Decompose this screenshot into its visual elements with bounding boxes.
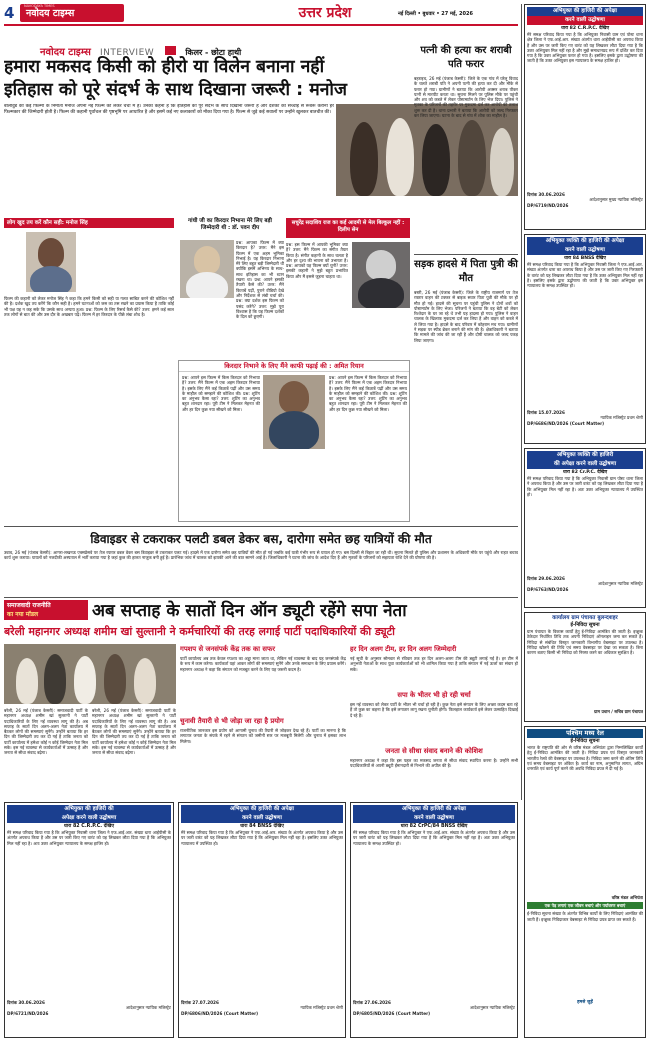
notice-bottom-3-code: DP/6805/ND/2026 (Court Matter) [353,1010,431,1016]
interview-tag: INTERVIEW [99,48,155,58]
col2-heading: गांधी जी का किरदार निभाना मेरे लिए बड़ी जिम्मेदारी थी : डॉ. पवन दीप [188,218,272,231]
notice-bottom-2-date: दिनांक 27.07.2026 [181,1000,219,1005]
notice-bottom-2-sign: न्यायिक मजिस्ट्रेट प्रथम श्रेणी [300,1005,343,1011]
sp-body-right: बरेली, 26 मई (पंजाब केसरी): समाजवादी पार्टी के महानगर अध्यक्ष शमीम खां सुल्तानी ने पार्टी पदाधिकारियों के लिए नई व्यवस्था लागू की है। अब सप्ताह के सातों दिन अलग-अलग नेता कार्यालय में बैठकर लोगों की समस्याएं सुनेंगे। उन्होंने बताया कि हर दिन की जिम्मेदारी तय कर दी गई है ताकि जनता को पार्टी कार्यालय में हमेशा कोई न कोई जिम्मेदार नेता मिल सके। इस नई व्यवस्था से कार्यकर्ताओं में उत्साह है और जनता से सीधा संवाद बढ़ेगा। [92,708,176,756]
sp-sub2-body: राजनीतिक जानकार इस प्रयोग को आगामी चुनाव की तैयारी से जोड़कर देख रहे हैं। पार्टी का मानना है कि लगातार जनता के संपर्क में रहने से संगठन को जमीनी स्तर पर मजबूती मिलेगी और चुनाव में इसका लाभ मिलेगा। [180,728,346,744]
railway-strip: एक पेड़ लगाएं एक जीवन बचाएं और पर्यावरण बचाएं [527,902,643,909]
col1-body: फिल्म की कहानी को लेकर मनोज सिंह ने कहा कि हमने किसी को सही या गलत साबित करने की कोशिश नहीं की है। दर्शक खुद तय करेंगे कि कौन सही है। हमने घटनाओं को जस का तस रखने का प्रयास किया है ताकि कोई भी पक्ष यह न कह सके कि उसके साथ अन्याय हुआ। प्रश्न: फिल्म के लिए रिसर्च कैसे की? उत्तर: हमने कई साल तक लोगों से बात की और उस दौर के अखबार पढ़े। फिल्म में हर किरदार के पीछे लंबा शोध है। [4,296,174,317]
clapper-icon [165,46,176,55]
notice-bottom-1-sign: आदेशानुसार न्यायिक मजिस्ट्रेट [125,1005,171,1011]
col1-heading: लोग खुद तय करें कौन सही: मनोज सिंह [4,218,174,228]
notice-right-2 [524,234,646,444]
notice-bottom-2-head2: करने वाली उद्घोषणा [181,814,343,823]
notice-right-1-sign: आदेशानुसार मुख्य न्यायिक मजिस्ट्रेट [589,197,643,203]
sp-sub5-head: जनता से सीधा संवाद बनाने की कोशिश [385,747,483,755]
road-body: बस्ती, 26 मई (पंजाब केसरी): जिले के राष्ट्रीय राजमार्ग पर तेज रफ्तार वाहन की टक्कर से बाइक सवार पिता पुत्री की मौके पर ही मौत हो गई। हादसे की सूचना पर पहुंची पुलिस ने दोनों शवों को पोस्टमार्टम के लिए भेजा। परिजनों ने बताया कि वह बेटी को लेकर रिश्तेदार के घर जा रहे थे तभी यह हादसा हो गया। पुलिस ने वाहन चालक के खिलाफ मुकदमा दर्ज कर लिया है और वाहन को कब्जे में ले लिया गया है। हादसे के बाद परिवार में कोहराम मच गया। ग्रामीणों ने सड़क पर स्पीड ब्रेकर बनाने की मांग की है। क्षेत्राधिकारी ने बताया कि मामले की जांच की जा रही है और दोषी चालक को जल्द पकड़ लिया जाएगा। [414,290,518,343]
railway-body2: ई-निविदा सूचना संख्या के अंतर्गत विभिन्न कार्यों के लिए निविदाएं आमंत्रित की जाती हैं। इच्छुक निविदाकार वेबसाइट से निविदा प्रपत्र प्राप्त कर सकते हैं। [527,911,643,922]
notice-right-3-sign: आदेशानुसार न्यायिक मजिस्ट्रेट [597,581,643,587]
notice-right-3-body: मेरे समक्ष परिवाद किया गया है कि अभियुक्त निवासी ग्राम पोस्ट थाना जिला ने अपराध किया है और उस पर जारी वारंट को यह लिखकर लौटा दिया गया है कि अभियुक्त मिल नहीं रहा है। अतः उक्त अभियुक्त न्यायालय में उपस्थित हो। [527,476,643,497]
railway-footer: हमसे जुड़ें [577,1000,593,1006]
notice-bottom-2 [178,802,346,1038]
notice-bottom-3 [350,802,518,1038]
sp-kicker [4,600,88,620]
notice-bottom-3-date: दिनांक 27.06.2026 [353,1000,391,1005]
notice-right-3-head2: की अपेक्षा करने वाली उद्घोषणा [527,460,643,469]
notice-right-1-section: धारा 82 C.R.P.C. देखिए [560,26,610,31]
col2-body: प्रश्न: आपका फिल्म में क्या किरदार है? उत्तर: मैंने इस फिल्म में एक अहम भूमिका निभाई है। यह किरदार निभाना मेरे लिए बहुत बड़ी जिम्मेदारी थी क्योंकि इसमें अभिनय के साथ-साथ इतिहास का भी ध्यान रखना था। प्रश्न: आपने इसकी तैयारी कैसे की? उत्तर: मैंने किताबें पढ़ीं, पुराने वीडियो देखे और निर्देशक से लंबी चर्चा की। प्रश्न: क्या दर्शक इस फिल्म को पसंद करेंगे? उत्तर: मुझे पूरा विश्वास है कि यह फिल्म दर्शकों के दिल को छुएगी। [236,240,284,320]
notice-bottom-3-head1: अभियुक्त की हाजिरी की अपेक्षा [353,805,515,814]
notice-right-2-section: धारा 84 BNSS देखिए [564,256,606,261]
panchayat-notice [524,612,646,722]
interview-headline-1: हमारा मकसद किसी को हीरो या विलेन बनाना नहीं [4,57,325,77]
interview-headline-2: इतिहास को पूरे संदर्भ के साथ दिखाना जरूरी : मनोज [4,80,347,100]
notice-right-2-date: दिनांक 15.07.2026 [527,410,565,415]
panchayat-head1: कार्यालय ग्राम पंचायत बुलन्दशहर [552,615,618,621]
interview-intro: बॉलीवुड की कई फिल्मों के निर्माता मनोज अपनी नई फिल्म को लेकर चर्चा में हैं। उनका कहना है कि इतिहास को पूरे संदर्भ के साथ दिखाना जरूरी है और दर्शकों को सच्चाई से रूबरू कराना हर फिल्मकार की जिम्मेदारी होती है। फिल्म की कहानी पूर्वांचल की पृष्ठभूमि पर आधारित है और इसमें कई नए कलाकारों को मौका दिया गया है। फिल्म से जुड़े कई सवालों पर उन्होंने खुलकर बातचीत की। [4,104,334,115]
notice-right-2-code: DP/6686/ND/2026 (Court Matter) [527,420,605,426]
sp-sub5-body: महानगर अध्यक्ष ने कहा कि इस पहल का मकसद जनता से सीधा संवाद स्थापित करना है। उन्होंने सभी पदाधिकारियों से अपनी ड्यूटी ईमानदारी से निभाने की अपील की है। [350,758,518,769]
sp-sub1-body: पार्टी कार्यालय अब तक केवल गपशप का अड्डा माना जाता था, लेकिन नई व्यवस्था के बाद यह जनसंपर्क केंद्र के रूप में काम करेगा। कार्यकर्ता यहां आकर लोगों की समस्याएं सुनेंगे और उनके समाधान के लिए प्रयास करेंगे। महानगर अध्यक्ष ने कहा कि संगठन को मजबूत करने के लिए यह जरूरी कदम है। [180,656,346,672]
notice-bottom-2-body: मेरे समक्ष परिवाद किया गया है कि अभियुक्त ने एफ.आई.आर. संख्या के अंतर्गत अपराध किया है और उस पर जारी वारंट को यह लिखकर लौटा दिया गया है कि अभियुक्त मिल नहीं रहा है। इसलिए उक्त अभियुक्त न्यायालय में उपस्थित हो। [181,830,343,846]
notice-right-2-head2: करने वाली उद्घोषणा [527,246,643,255]
wife-body: बहराइच, 26 मई (पंजाब केसरी): जिले के एक गांव में घरेलू विवाद के चलते शराबी पति ने अपनी पत्नी की हत्या कर दी और मौके से फरार हो गया। ग्रामीणों ने बताया कि आरोपी अक्सर शराब पीकर पत्नी से मारपीट करता था। सूचना मिलने पर पुलिस मौके पर पहुंची और शव को कब्जे में लेकर पोस्टमार्टम के लिए भेज दिया। पुलिस ने मृतका के परिजनों की तहरीर पर मुकदमा दर्ज कर आरोपी की तलाश शुरू कर दी है। थाना प्रभारी ने बताया कि आरोपी को जल्द गिरफ्तार कर लिया जाएगा। घटना के बाद से गांव में शोक का माहौल है। [414,76,518,119]
sp-sub4-head: सपा के भीतर भी हो रही चर्चा [397,691,471,699]
notice-right-2-body: मेरे समक्ष परिवाद किया गया है कि अभियुक्त निवासी जिला ने एफ.आई.आर. संख्या अंतर्गत धारा का अपराध किया है और उस पर जारी किए गए गिरफ्तारी के वारंट को यह लिखकर लौटा दिया गया है कि उक्त अभियुक्त मिल नहीं रहा है। इसलिए इसके द्वारा उद्घोषणा की जाती है कि उक्त अभियुक्त इस न्यायालय के समक्ष उपस्थित हो। [527,262,643,289]
amit-body-right: प्रश्न: आपने इस फिल्म में किस किरदार को निभाया है? उत्तर: मैंने फिल्म में एक अहम किरदार निभाया है। इसके लिए मैंने कई किताबें पढ़ीं और उस समय के माहौल को समझने की कोशिश की। प्रश्न: शूटिंग का अनुभव कैसा रहा? उत्तर: शूटिंग का अनुभव बहुत शानदार रहा। पूरी टीम ने मिलकर मेहनत की और हर दिन कुछ नया सीखने को मिला। [329,375,407,412]
sp-headline: अब सप्ताह के सातों दिन ऑन ड्यूटी रहेंगे सपा नेता [92,601,407,621]
notice-bottom-1 [4,802,174,1038]
manoj-photo [26,232,76,292]
wife-headline: पत्नी की हत्या कर शराबी पति फरार [420,45,512,70]
notice-right-1-date: दिनांक 30.06.2026 [527,192,565,197]
notice-bottom-1-date: दिनांक 30.06.2026 [7,1000,45,1005]
amit-photo [263,375,325,449]
sp-sub3-body: नई सूची के अनुसार सोमवार से रविवार तक हर दिन अलग-अलग टीम की ड्यूटी लगाई गई है। हर टीम में अनुभवी नेताओं के साथ युवा कार्यकर्ताओं को भी शामिल किया गया है ताकि संगठन में नई ऊर्जा का संचार हो सके। [350,656,518,672]
film-label: किलर - छोटा हाथी [185,48,242,57]
notice-bottom-3-head2: करने वाली उद्घोषणा [353,814,515,823]
railway-head2: ई-निविदा सूचना [570,738,600,744]
interview-brand: नवोदय टाइम्स [40,47,91,58]
amit-body-left: प्रश्न: आपने इस फिल्म में किस किरदार को निभाया है? उत्तर: मैंने फिल्म में एक अहम किरदार निभाया है। इसके लिए मैंने कई किताबें पढ़ीं और उस समय के माहौल को समझने की कोशिश की। प्रश्न: शूटिंग का अनुभव कैसा रहा? उत्तर: शूटिंग का अनुभव बहुत शानदार रहा। पूरी टीम ने मिलकर मेहनत की और हर दिन कुछ नया सीखने को मिला। [182,375,260,412]
dilip-photo [352,242,410,308]
section-title: उत्तर प्रदेश [298,5,352,21]
col3-heading: सचुरेंद्र सदाशिव राज का कई आदमी से मेल बिल्कुल नहीं : दिलीप सेन [286,218,410,238]
notice-right-3 [524,448,646,608]
sp-kicker-1: समाजवादी राजनीति [7,602,51,609]
paper-name-band [20,4,124,22]
road-headline: सड़क हादसे में पिता पुत्री की मौत [414,259,518,284]
notice-right-1-head2: करने वाली उद्घोषणा [527,16,643,25]
sp-sub2-head: चुनावी तैयारी से भी जोड़ा जा रहा है प्रयोग [180,717,284,725]
notice-right-1-code: DP/6719/ND/2026 [527,202,569,208]
amit-box [178,360,410,522]
page-number: 4 [4,4,15,22]
railway-body: भारत के राष्ट्रपति की ओर से वरिष्ठ मंडल अभियंता द्वारा निम्नलिखित कार्यों हेतु ई-निविदा आमंत्रित की जाती है। निविदा प्रपत्र एवं विस्तृत जानकारी भारतीय रेलवे की वेबसाइट पर उपलब्ध है। निविदा जमा करने की अंतिम तिथि एवं समय वेबसाइट पर अंकित है। कार्य का नाम, अनुमानित लागत, अग्रिम धनराशि एवं कार्य पूर्ण करने की अवधि निविदा प्रपत्र में दी गई है। [527,745,643,772]
notice-bottom-2-head1: अभियुक्त की हाजिरी की अपेक्षा [181,805,343,814]
notice-right-3-section: धारा 82 Cr.P.C. देखिए [562,470,608,475]
panchayat-head2: ई-निविदा सूचना [570,622,600,628]
interview-banner [40,40,340,56]
railway-head1: पश्चिम मध्य रेल [527,729,643,738]
notice-bottom-3-sign: आदेशानुसार न्यायिक मजिस्ट्रेट [469,1005,515,1011]
notice-bottom-3-body: मेरे समक्ष परिवाद किया गया है कि अभियुक्त ने एफ.आई.आर. संख्या के अंतर्गत अपराध किया है और उस पर जारी वारंट को यह लिखकर लौटा दिया गया है कि अभियुक्त मिल नहीं रहा है। अतः उक्त अभियुक्त न्यायालय के समक्ष उपस्थित हो। [353,830,515,846]
col3-body: प्रश्न: इस फिल्म में आपकी भूमिका क्या है? उत्तर: मैंने फिल्म का संगीत तैयार किया है। संगीत कहानी के साथ चलता है और हर दृश्य की भावना को उभारता है। प्रश्न: आपको यह फिल्म क्यों चुनी? उत्तर: इसकी कहानी ने मुझे बहुत प्रभावित किया और मैं इससे जुड़ना चाहता था। [286,242,348,279]
notice-bottom-3-section: धारा 82 CrPC/84 BNSS देखिए [400,824,468,829]
notice-right-2-head1: अभियुक्त व्यक्ति की हाजिरी की अपेक्षा [527,237,643,246]
sp-subhead: बरेली महानगर अध्यक्ष शमीम खां सुल्तानी ने कर्मचारियों की तरह लगाई पार्टी पदाधिकारियों की ड्यूटी [4,625,395,638]
sp-sub4-body: इस नई व्यवस्था को लेकर पार्टी के भीतर भी चर्चा हो रही है। कुछ नेता इसे संगठन के लिए अच्छा कदम बता रहे हैं तो कुछ का कहना है कि इसे लगातार लागू रखना चुनौती होगी। फिलहाल कार्यकर्ता इसे लेकर उत्साहित दिखाई दे रहे हैं। [350,702,518,718]
notice-right-3-head1: अभियुक्त व्यक्ति की हाजिरी [527,451,643,460]
notice-right-3-code: DP/6763/ND/2026 [527,586,569,592]
notice-bottom-1-head1: अभियुक्त की हाजिरी की [7,805,171,814]
railway-sign: वरिष्ठ मंडल अभियंता [611,895,643,900]
notice-right-1-body: मेरे समक्ष परिवाद किया गया है कि अभियुक्त निवासी ग्राम एवं पोस्ट थाना क्षेत्र जिला ने एफ.आई.आर. संख्या अंतर्गत धारा आईपीसी का अपराध किया है और उस पर जारी किए गए वारंट को यह लिखकर लौटा दिया गया है कि उक्त अभियुक्त मिल नहीं रहा है और मुझे समाधानप्रद रूप में दर्शित कर दिया गया है कि उक्त अभियुक्त फरार हो गया है। इसलिए इसके द्वारा उद्घोषणा की जाती है कि उक्त अभियुक्त इस न्यायालय के समक्ष हाजिर हो। [527,32,643,64]
notice-right-3-date: दिनांक 29.06.2026 [527,576,565,581]
sp-body-left: बरेली, 26 मई (पंजाब केसरी): समाजवादी पार्टी के महानगर अध्यक्ष शमीम खां सुल्तानी ने पार्टी पदाधिकारियों के लिए नई व्यवस्था लागू की है। अब सप्ताह के सातों दिन अलग-अलग नेता कार्यालय में बैठकर लोगों की समस्याएं सुनेंगे। उन्होंने बताया कि हर दिन की जिम्मेदारी तय कर दी गई है ताकि जनता को पार्टी कार्यालय में हमेशा कोई न कोई जिम्मेदार नेता मिल सके। इस नई व्यवस्था से कार्यकर्ताओं में उत्साह है और जनता से सीधा संवाद बढ़ेगा। [4,708,88,756]
sp-sub3-head: हर दिन अलग टीम, हर दिन अलग जिम्मेदारी [350,645,457,653]
bus-headline: डिवाइडर से टकराकर पलटी डबल डेकर बस, दारोगा समेत छह यात्रियों की मौत [90,532,432,546]
notice-bottom-1-code: DP/6721/ND/2026 [7,1010,49,1016]
notice-bottom-2-code: DP/6806/ND/2026 (Court Matter) [181,1010,259,1016]
sp-kicker-2: का नया मॉडल [7,611,39,618]
notice-right-2-sign: न्यायिक मजिस्ट्रेट प्रथम श्रेणी [600,415,643,421]
notice-bottom-2-section: धारा 84 BNSS देखिए [240,824,284,829]
paper-name: नवोदय टाइम्स [26,8,75,19]
amit-heading: किरदार निभाने के लिए मैंने काफी पढ़ाई की : अमित रियान [179,361,409,372]
notice-bottom-1-head2: अपेक्षा करने वाली उद्घोषणा [7,814,171,823]
pawan-photo [180,240,234,298]
notice-bottom-1-body: मेरे समक्ष परिवाद किया गया है कि अभियुक्त निवासी थाना जिला ने एफ.आई.आर. संख्या धारा आईपीसी के अंतर्गत अपराध किया है और उस पर जारी किए गए वारंट को यह लिखकर लौटा दिया गया है कि अभियुक्त मिल नहीं रहा है। अतः उक्त अभियुक्त न्यायालय के समक्ष हाजिर हो। [7,830,171,846]
paper-name-small: NAVODAYA TIMES [24,4,55,8]
sp-photo [4,644,176,704]
notice-right-1-head1: अभियुक्त की हाजिरी की अपेक्षा [527,7,643,16]
bus-body: उन्नाव, 26 मई (पंजाब केसरी): आगरा-लखनऊ एक्सप्रेसवे पर तेज रफ्तार डबल डेकर बस डिवाइडर से टकराकर पलट गई। हादसे में एक दारोगा समेत छह यात्रियों की मौत हो गई जबकि कई यात्री गंभीर रूप से घायल हो गए। बस दिल्ली से बिहार जा रही थी। सूचना मिलते ही पुलिस और प्रशासन के अधिकारी मौके पर पहुंचे और राहत बचाव कार्य शुरू कराया। घायलों को नजदीकी अस्पताल में भर्ती कराया गया है जहां कुछ की हालत नाजुक बनी हुई है। प्रारंभिक जांच में चालक को झपकी आने की बात सामने आई है। जिलाधिकारी ने घटना की जांच के आदेश दिए हैं और मृतकों के परिजनों को सहायता राशि देने की घोषणा की है। [4,550,518,561]
panchayat-body: ग्राम पंचायत के विकास कार्यों हेतु ई-निविदा आमंत्रित की जाती है। इच्छुक ठेकेदार निर्धारित तिथि तक अपनी निविदाएं ऑनलाइन जमा कर सकते हैं। निविदा से संबंधित विस्तृत जानकारी विभागीय वेबसाइट पर उपलब्ध है। निविदा खोलने की तिथि एवं समय वेबसाइट पर देखा जा सकता है। बिना कारण बताए किसी भी निविदा को निरस्त करने का अधिकार सुरक्षित है। [527,629,643,656]
railway-notice [524,726,646,1038]
dateline: नई दिल्ली • बुधवार • 27 मई, 2026 [398,11,473,17]
panchayat-sign: ग्राम प्रधान / सचिव ग्राम पंचायत [594,709,643,714]
notice-bottom-1-section: धारा 82 C.R.P.C. देखिए [63,824,115,829]
notice-right-1 [524,4,646,230]
sp-sub1-head: गपशप से जनसंपर्क केंद्र तक का सफर [180,645,275,653]
